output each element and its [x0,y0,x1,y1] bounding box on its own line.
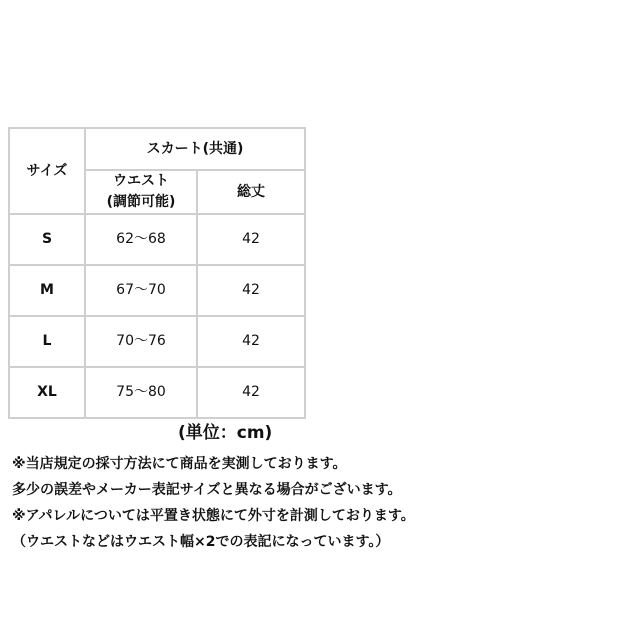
length-cell: 42 [197,265,305,316]
skirt-group-header: スカート(共通) [85,128,305,170]
waist-cell: 62〜68 [85,214,197,265]
note-line: ※当店規定の採寸方法にて商品を実測しております。 [12,456,347,472]
size-table [8,127,306,419]
waist-header-line2: (調節可能) [106,194,176,210]
length-header: 総丈 [197,170,305,214]
note-line: ※アパレルについては平置き状態にて外寸を計測しております。 [12,508,415,524]
size-header: サイズ [9,128,85,214]
unit-note: (単位：cm) [178,423,273,443]
waist-header [85,170,197,214]
length-cell: 42 [197,214,305,265]
table-row [9,367,305,418]
waist-cell: 75〜80 [85,367,197,418]
waist-header-line1: ウエスト [113,173,169,189]
table-row [9,265,305,316]
waist-cell: 70〜76 [85,316,197,367]
length-cell: 42 [197,316,305,367]
size-cell: XL [9,367,85,418]
table-row [9,214,305,265]
size-cell: S [9,214,85,265]
size-cell: L [9,316,85,367]
size-cell: M [9,265,85,316]
table-header-row [9,128,305,170]
waist-cell: 67〜70 [85,265,197,316]
note-line: 多少の誤差やメーカー表記サイズと異なる場合がございます。 [12,482,402,498]
notes [12,451,632,555]
note-line: （ウエストなどはウエスト幅×2での表記になっています。） [12,534,390,550]
length-cell: 42 [197,367,305,418]
table-row [9,316,305,367]
